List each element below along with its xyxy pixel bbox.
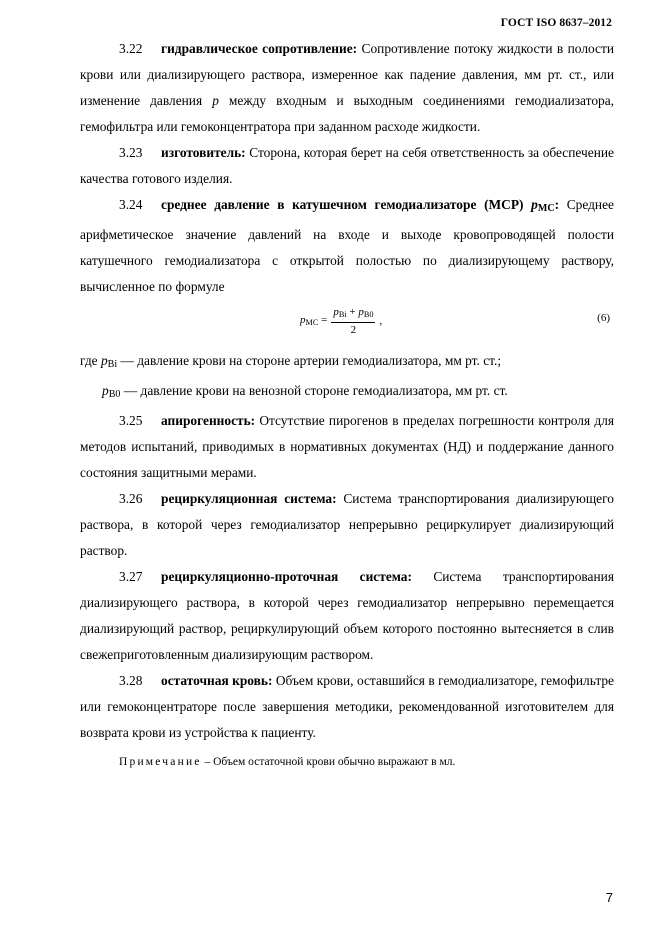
formula-6	[80, 302, 614, 346]
page-number: 7	[605, 890, 613, 905]
where-line-2	[80, 378, 614, 408]
term-subscript: MC	[537, 203, 555, 214]
clause-3-22	[80, 36, 614, 140]
clause-number: 3.28	[119, 673, 143, 688]
clause-number: 3.22	[119, 41, 143, 56]
document-body	[80, 36, 614, 770]
clause-text: Система транспортирования диализирующего раствора, в которой через гемодиализатор непрерывно перемещается диализирующий раствор, рециркулирующий объем которого постоянно вытесняется в слив свежеприготовленным диализирующим раствором.	[80, 569, 614, 662]
where-text-1: — давление крови на стороне артерии гемодиализатора, мм рт. ст.;	[117, 353, 502, 368]
term-colon: :	[554, 197, 560, 212]
clause-text: Сопротивление потоку жидкости в полости крови или диализирующего раствора, измеренное как падение давления, мм рт. ст., или изменение давления	[80, 41, 614, 108]
clause-term: гидравлическое сопротивление:	[161, 41, 358, 56]
clause-3-25	[80, 408, 614, 486]
pressure-variable: p	[212, 93, 219, 108]
clause-text: Отсутствие пирогенов в пределах погрешности контроля для методов испытаний, приводимых в нормативных документах (НД) и поддержание данного состояния защитными мерами.	[80, 413, 614, 480]
fraction-denominator: 2	[350, 324, 357, 336]
where-line-1	[80, 348, 614, 378]
clause-number: 3.24	[119, 197, 143, 212]
term-variable: p	[531, 197, 538, 212]
clause-term: рециркуляционная система:	[161, 491, 337, 506]
clause-3-26	[80, 486, 614, 564]
clause-text: Среднее арифметическое значение давлений на входе и выходе кровопроводящей полости катушечного гемодиализатора с открытой полостью по диализирующему раствору, вычисленное по формуле	[80, 197, 614, 294]
clause-term: остаточная кровь:	[161, 673, 273, 688]
clause-number: 3.26	[119, 491, 143, 506]
numerator-variable-2: p	[358, 306, 364, 318]
formula-lhs	[300, 314, 327, 329]
lhs-variable: p	[300, 314, 306, 326]
where-variable-1: p	[100, 353, 108, 368]
fraction-numerator	[331, 306, 375, 323]
clause-term: изготовитель:	[161, 145, 246, 160]
clause-number: 3.25	[119, 413, 143, 428]
clause-text: Система транспортирования диализирующего раствора, в которой через гемодиализатор непрерывно рециркулирует диализирующий раствор.	[80, 491, 614, 558]
where-variable-2: p	[102, 383, 109, 398]
clause-term: апирогенность:	[161, 413, 256, 428]
note	[80, 754, 614, 770]
clause-number: 3.27	[119, 569, 143, 584]
clause-term	[161, 197, 559, 212]
numerator-subscript-1: Bi	[338, 310, 347, 319]
numerator-variable-1: p	[333, 306, 339, 318]
clause-3-27	[80, 564, 614, 668]
where-subscript-2: B0	[108, 389, 121, 400]
note-label: Примечание	[119, 756, 202, 768]
clause-number: 3.23	[119, 145, 143, 160]
formula-tail: ,	[379, 315, 383, 327]
clause-text: Сторона, которая берет на себя ответственность за обеспечение качества готового изделия.	[80, 145, 614, 186]
clause-3-24	[80, 192, 614, 300]
clause-3-28	[80, 668, 614, 746]
standard-header: ГОСТ ISO 8637–2012	[500, 17, 612, 29]
clause-text-continued: между входным и выходным соединениями гемодиализатора, гемофильтра или гемоконцентратора при заданном расходе жидкости.	[80, 93, 614, 134]
equals-sign: =	[318, 314, 328, 326]
formula-expression	[300, 306, 382, 337]
formula-fraction	[331, 306, 375, 337]
clause-3-23	[80, 140, 614, 192]
equation-number: (6)	[597, 312, 610, 324]
plus-sign: +	[346, 306, 359, 318]
where-subscript-1: Bi	[107, 359, 118, 370]
numerator-subscript-2: B0	[363, 310, 374, 319]
where-text-2: — давление крови на венозной стороне гемодиализатора, мм рт. ст.	[120, 383, 508, 398]
clause-term: рециркуляционно-проточная система:	[161, 569, 412, 584]
note-text: – Объем остаточной крови обычно выражают в мл.	[201, 756, 456, 768]
clause-text: Объем крови, оставшийся в гемодиализаторе, гемофильтре или гемоконцентраторе после завершения методики, рекомендованной изготовителем для возврата крови из устройства к пациенту.	[80, 673, 614, 740]
where-prefix: где	[80, 353, 101, 368]
term-text: среднее давление в катушечном гемодиализаторе (MCP)	[161, 197, 532, 212]
lhs-subscript: MC	[305, 318, 319, 327]
